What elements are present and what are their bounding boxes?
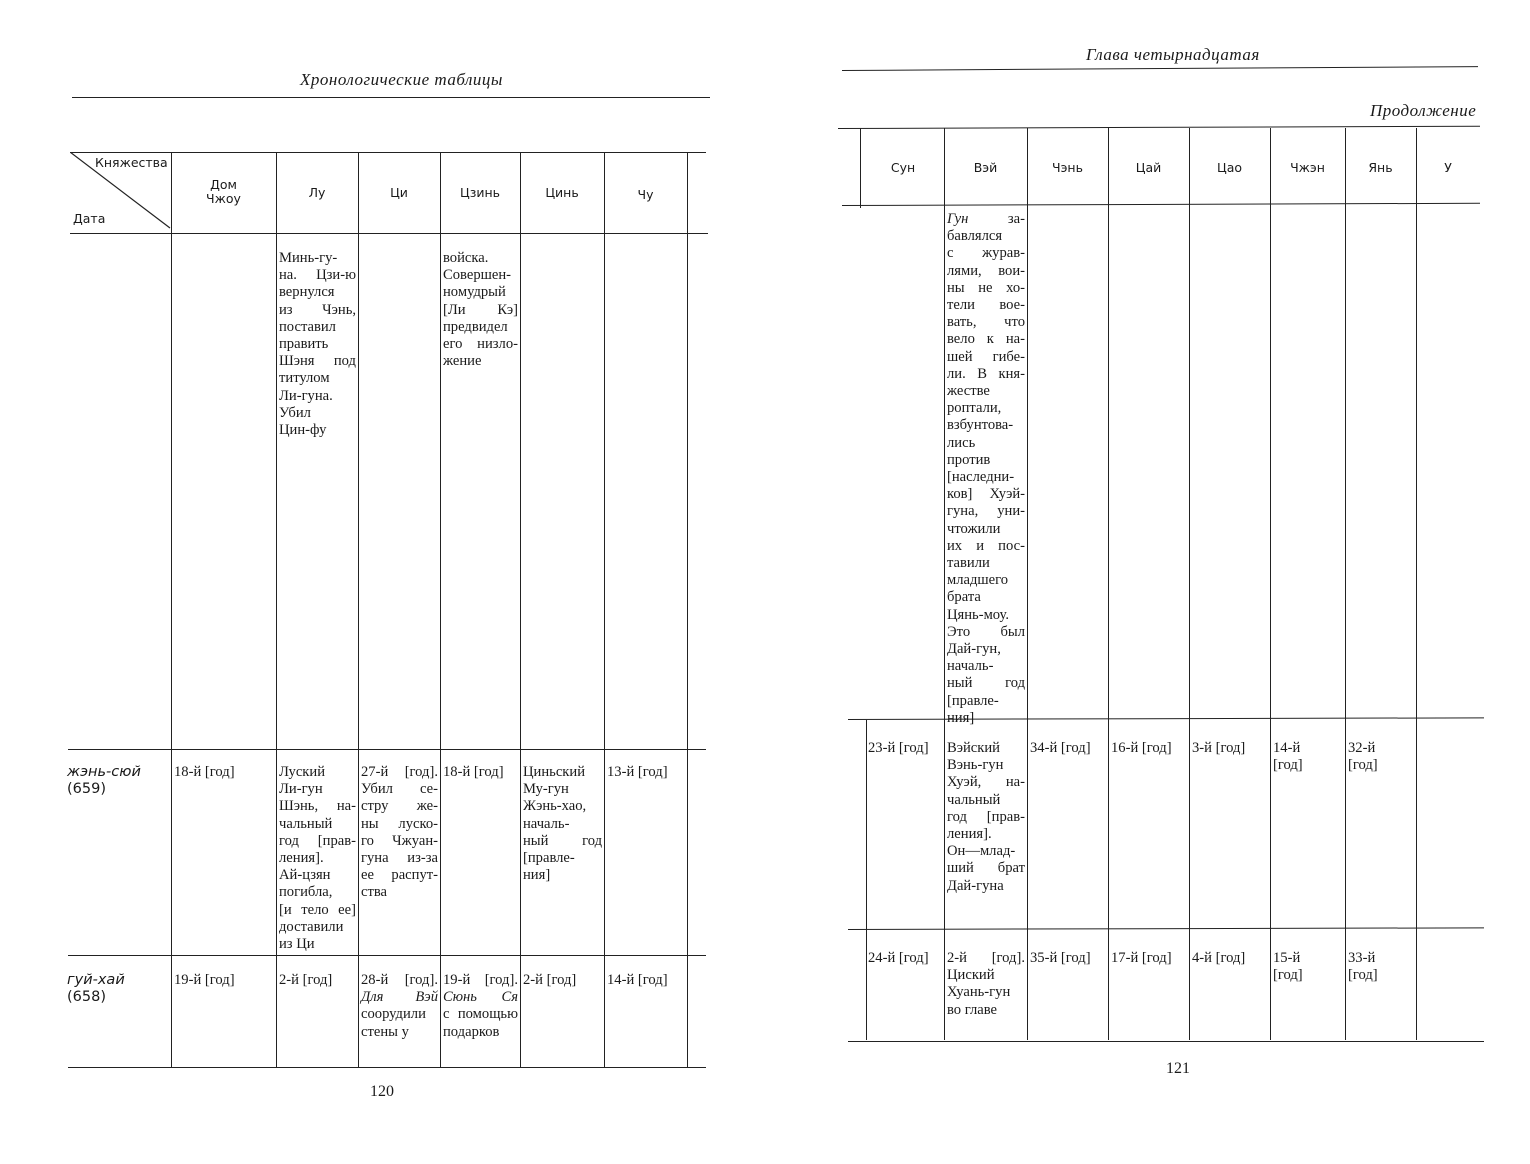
table-cell: 18-й [год] <box>174 764 235 780</box>
column-header: Вэй <box>973 160 998 175</box>
right-col-sep-0 <box>860 128 861 208</box>
column-header: Сун <box>890 160 916 175</box>
left-col-sep-1 <box>171 152 172 1067</box>
left-page-number: 120 <box>370 1083 394 1100</box>
left-col-sep-3 <box>358 152 359 1067</box>
right-header-bottom-rule <box>842 203 1480 206</box>
table-cell: войска. Совершен- номудрый [Ли Кэ] предвидел его низло- жение <box>443 250 518 370</box>
table-cell: 2-й [год] <box>279 972 333 988</box>
left-col-sep-7 <box>687 152 688 1067</box>
table-cell: 16-й [год] <box>1111 740 1172 756</box>
table-cell: 23-й [год] <box>868 740 929 756</box>
date-year: (658) <box>67 989 106 1005</box>
table-cell: 34-й [год] <box>1030 740 1091 756</box>
left-col-sep-5 <box>520 152 521 1067</box>
table-cell: 33-й [год] <box>1348 950 1378 984</box>
right-running-head: Глава четырнадцатая <box>1086 45 1260 64</box>
table-cell: 13-й [год] <box>607 764 668 780</box>
table-cell: 19-й [год]. Сюнь Ся с помощью подарков <box>443 972 518 1040</box>
left-row1-rule <box>68 749 706 750</box>
column-header: Дом Чжоу <box>206 177 241 206</box>
table-cell: 28-й [год]. Для Вэй соорудили стены у <box>361 972 438 1040</box>
right-page-number: 121 <box>1166 1060 1190 1077</box>
corner-header-bottom: Дата <box>73 211 106 226</box>
date-label: гуй-хай <box>67 972 125 988</box>
right-col-sep-2 <box>1027 128 1028 1040</box>
table-cell: 24-й [год] <box>868 950 929 966</box>
right-head-rule <box>842 66 1478 71</box>
right-col-sep-6 <box>1345 128 1346 1040</box>
right-col-sep-0b <box>866 720 867 1040</box>
table-cell: 15-й [год] <box>1273 950 1303 984</box>
table-cell: Гун за- бавлялся с журав- лями, вои- ны не хо- тели вое- вать, что вело к на- шей гибе- ли. В кня- жестве роптали, взбунтова- лись против [наследни- ков] Хуэй- гуна, уни- чтожили их и пос- тавили младшего брата Цянь-моу. Это был Дай-гун, началь- ный год [правле- ния] <box>947 211 1025 726</box>
right-col-sep-5 <box>1270 128 1271 1040</box>
right-col-sep-3 <box>1108 128 1109 1040</box>
column-header: Цао <box>1216 160 1242 175</box>
left-head-rule <box>72 97 710 98</box>
column-header: Янь <box>1368 160 1393 175</box>
right-table-bottom-rule <box>848 1041 1484 1042</box>
table-cell: 27-й [год]. Убил се- стру же- ны луско- го Чжуан- гуна из-за ее распут- ства <box>361 764 438 901</box>
left-col-sep-6 <box>604 152 605 1067</box>
table-cell: Луский Ли-гун Шэнь, на- чальный год [прав- ления]. Ай-цзян погибла, [и тело ее] доставили из Ци <box>279 764 356 953</box>
right-col-sep-4 <box>1189 128 1190 1040</box>
left-row2-rule <box>68 955 706 956</box>
table-cell: 19-й [год] <box>174 972 235 988</box>
date-year: (659) <box>67 781 106 797</box>
left-running-head: Хронологические таблицы <box>300 70 503 89</box>
column-header: У <box>1444 160 1452 175</box>
left-table-bottom-rule <box>68 1067 706 1068</box>
right-table-top-rule <box>838 126 1480 129</box>
right-col-sep-1 <box>944 128 945 1040</box>
table-cell: 14-й [год] <box>607 972 668 988</box>
table-cell: 32-й [год] <box>1348 740 1378 774</box>
table-cell: 4-й [год] <box>1192 950 1246 966</box>
column-header: Цай <box>1135 160 1162 175</box>
table-cell: 35-й [год] <box>1030 950 1091 966</box>
table-cell: 3-й [год] <box>1192 740 1246 756</box>
table-cell: Минь-гу- на. Цзи-ю вернулся из Чэнь, поставил править Шэня под титулом Ли-гуна. Убил Цин-фу <box>279 250 356 439</box>
left-col-sep-2 <box>276 152 277 1067</box>
column-header: Цинь <box>545 185 579 200</box>
table-cell: 17-й [год] <box>1111 950 1172 966</box>
right-col-sep-7 <box>1416 128 1417 1040</box>
table-cell: 2-й [год] <box>523 972 577 988</box>
table-cell: 14-й [год] <box>1273 740 1303 774</box>
column-header: Чу <box>637 187 654 202</box>
column-header: Ци <box>390 185 408 200</box>
column-header: Цзинь <box>459 185 500 200</box>
left-col-sep-4 <box>440 152 441 1067</box>
table-cell: 18-й [год] <box>443 764 504 780</box>
continuation-label: Продолжение <box>1370 101 1477 120</box>
column-header: Лу <box>308 185 326 200</box>
corner-header-top: Княжества <box>95 155 168 170</box>
date-row-2 <box>67 764 141 798</box>
date-row-3 <box>67 972 125 1006</box>
table-cell: Вэйский Вэнь-гун Хуэй, на- чальный год [прав- ления]. Он—млад- ший брат Дай-гуна <box>947 740 1025 894</box>
date-label: жэнь-сюй <box>67 764 141 780</box>
table-cell: 2-й [год]. Циский Хуань-гун во главе <box>947 950 1025 1018</box>
column-header: Чжэн <box>1290 160 1325 175</box>
column-header: Чэнь <box>1052 160 1083 175</box>
table-cell: Циньский Му-гун Жэнь-хао, началь- ный год [правле- ния] <box>523 764 602 884</box>
